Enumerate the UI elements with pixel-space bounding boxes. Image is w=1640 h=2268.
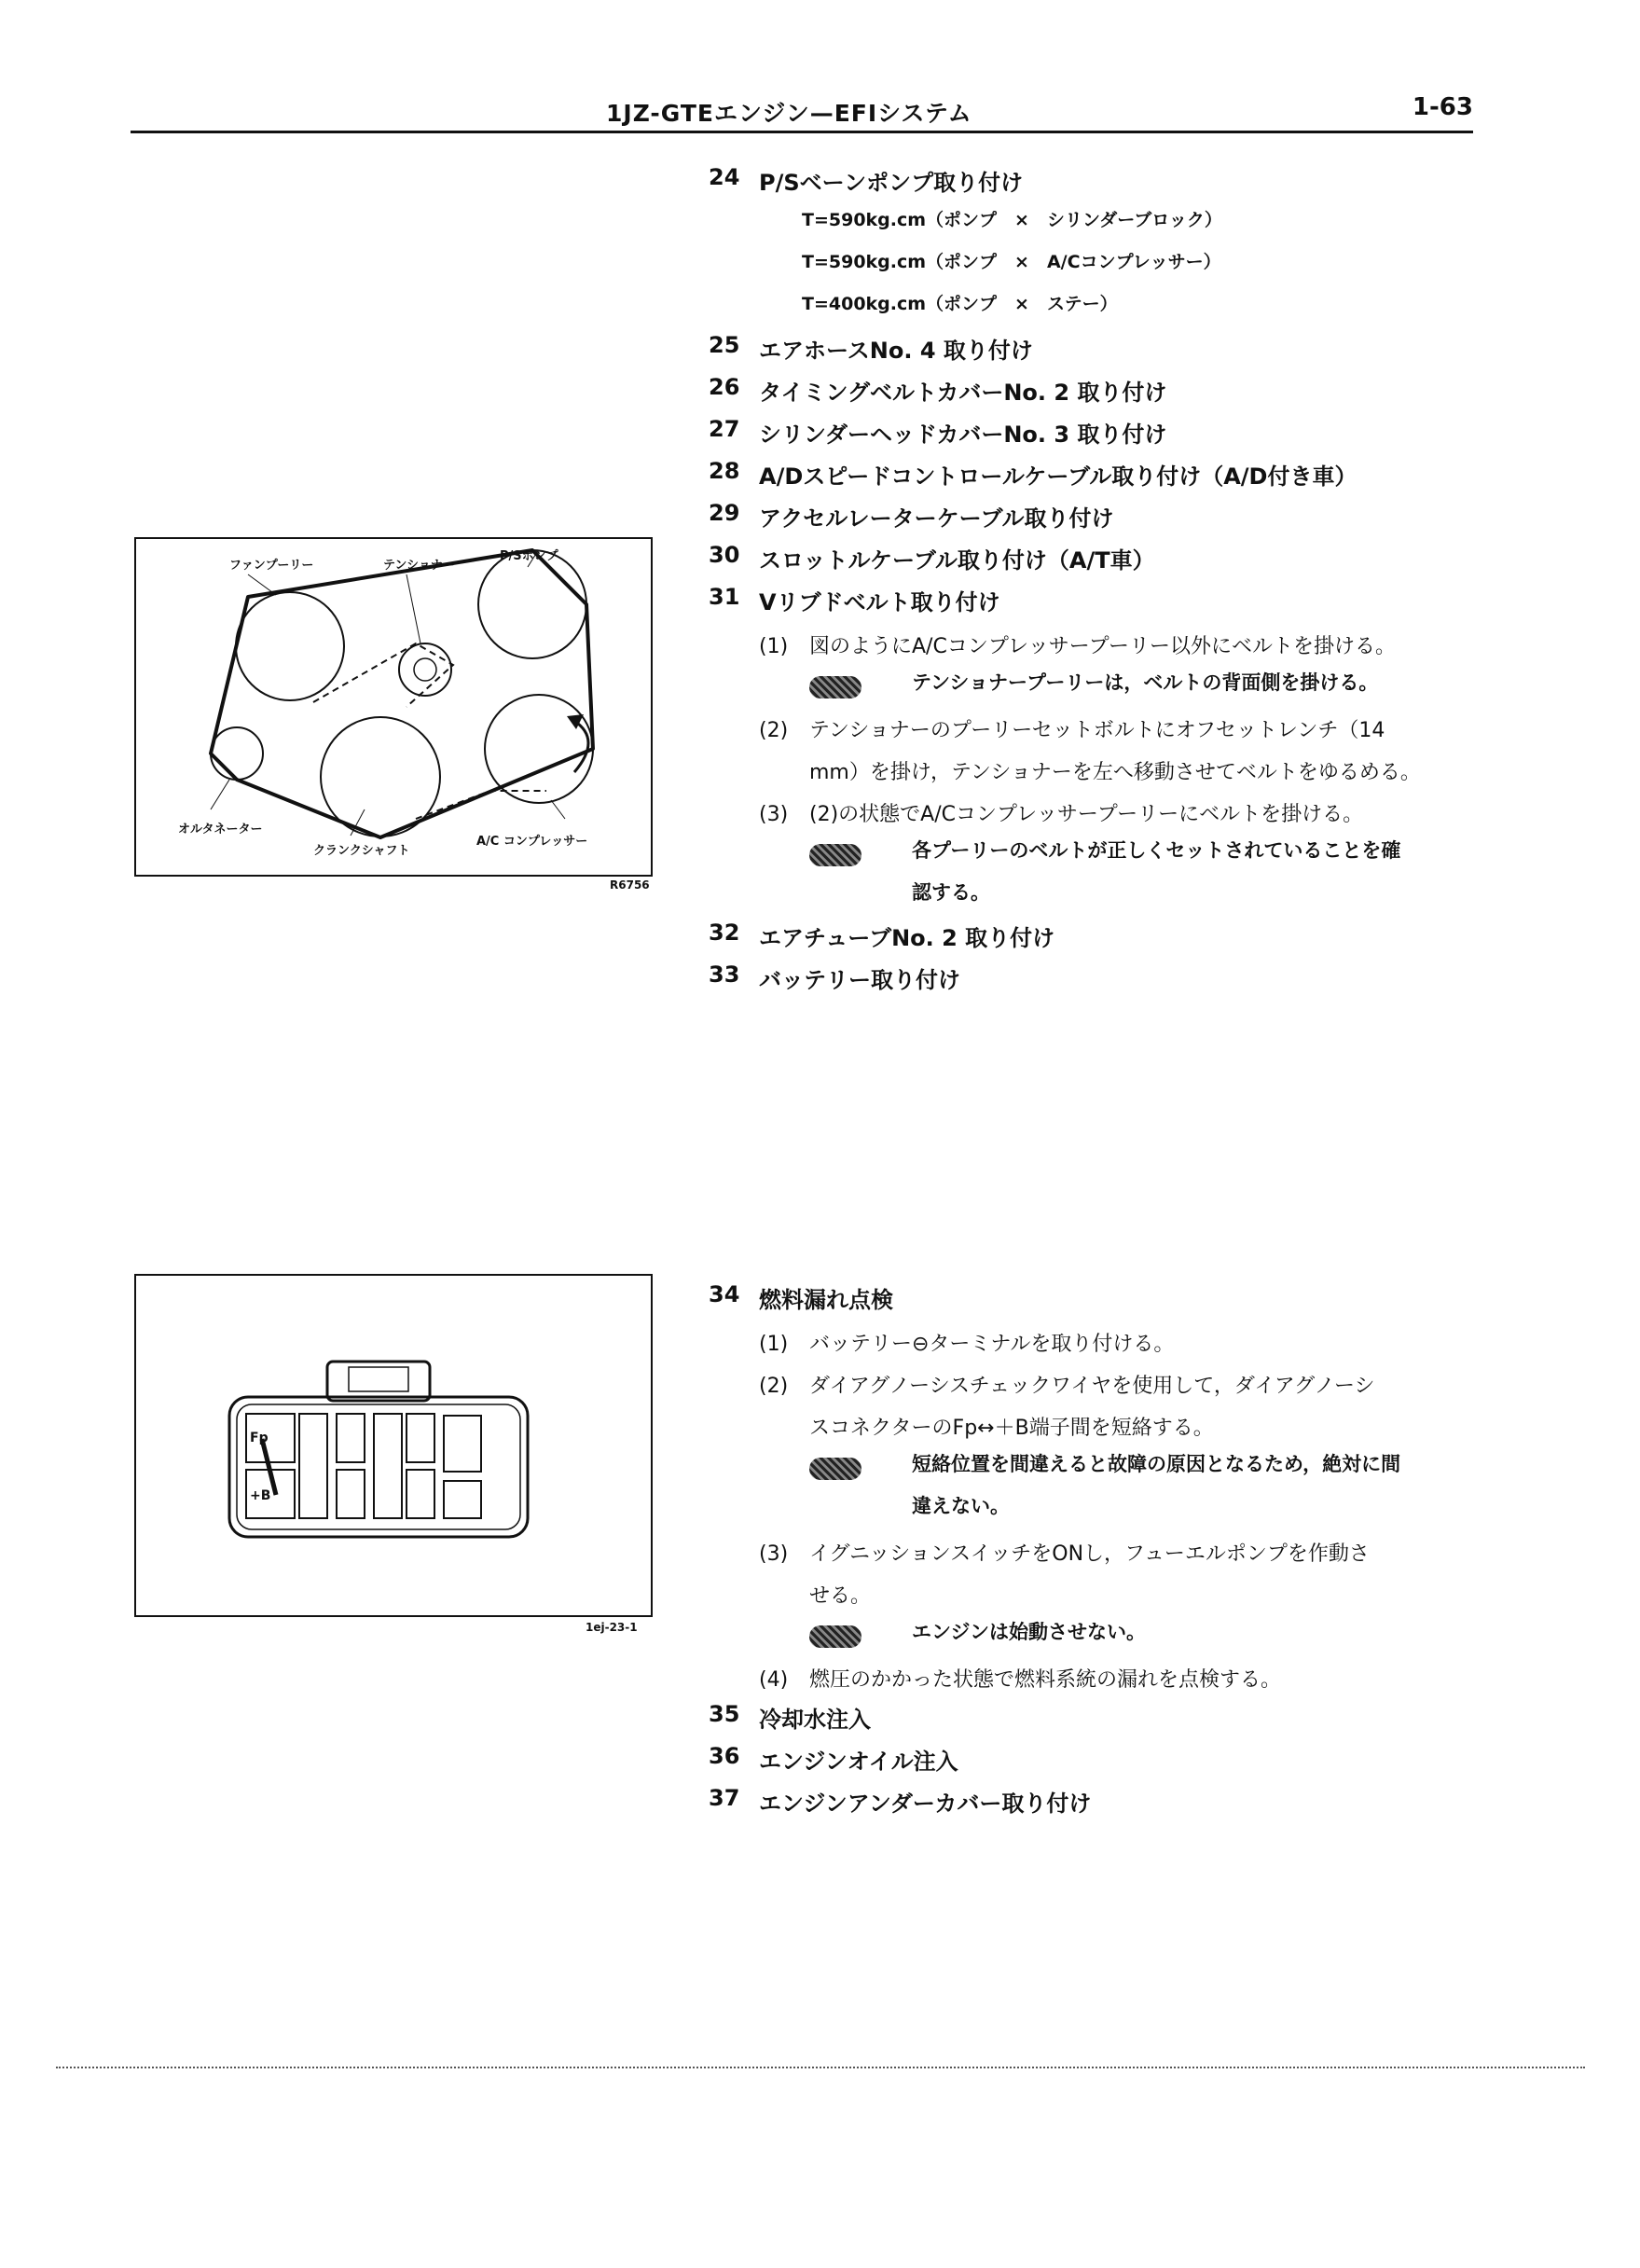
step-28 [709, 458, 1548, 500]
step-number: 36 [709, 1743, 740, 1769]
note [709, 836, 1548, 878]
belt-path [211, 550, 593, 837]
substep-continued [709, 1407, 1548, 1449]
connector-body [229, 1397, 528, 1537]
connector-diagram [136, 1276, 651, 1615]
step-number: 25 [709, 332, 740, 358]
note-continued [709, 878, 1548, 920]
connector-figure [134, 1274, 653, 1617]
step-text: P/Sベーンポンプ取り付け [759, 170, 1024, 196]
page-header [131, 90, 1473, 134]
substep-text: せる。 [809, 1584, 872, 1608]
connector-latch-slot [349, 1367, 408, 1391]
step-25 [709, 332, 1548, 374]
note [709, 1449, 1548, 1491]
step-text: A/Dスピードコントロールケーブル取り付け（A/D付き車） [759, 463, 1357, 490]
step-number: 24 [709, 164, 740, 190]
terminal-cavity [337, 1470, 365, 1518]
substep-text: テンショナーのプーリーセットボルトにオフセットレンチ（14 [809, 719, 1385, 742]
note-badge-icon [809, 676, 861, 698]
label-crankshaft: クランクシャフト [313, 844, 410, 858]
leader-ac [551, 800, 565, 819]
step-36 [709, 1743, 1548, 1785]
note-text: エンジンは始動させない。 [912, 1621, 1146, 1643]
step-text: エアチューブNo. 2 取り付け [759, 925, 1055, 951]
belt-slack-path [313, 643, 453, 707]
step-text: 燃料漏れ点検 [759, 1287, 893, 1313]
step-number: 29 [709, 500, 740, 526]
substep [709, 1365, 1548, 1407]
belt-routing-figure [134, 537, 653, 877]
substep-text: 燃圧のかかった状態で燃料系統の漏れを点検する。 [809, 1668, 1282, 1692]
step-text: エンジンオイル注入 [759, 1749, 958, 1775]
step-text: バッテリー取り付け [759, 967, 960, 993]
terminal-cavity [337, 1414, 365, 1462]
step-35 [709, 1701, 1548, 1743]
step-number: 33 [709, 961, 740, 988]
footer-dotted-rule [56, 2067, 1585, 2068]
label-ac-compressor: A/C コンプレッサー [476, 835, 588, 849]
step-number: 27 [709, 416, 740, 442]
step-text: シリンダーヘッドカバーNo. 3 取り付け [759, 422, 1167, 448]
step-number: 37 [709, 1785, 740, 1811]
label-tensioner: テンショナー [383, 559, 455, 573]
substep-marker: (2) [759, 719, 789, 742]
figure-code: R6756 [610, 878, 650, 892]
substep [709, 794, 1548, 836]
step-text: Vリブドベルト取り付け [759, 589, 1000, 615]
substep-continued [709, 752, 1548, 794]
note-text: 各プーリーのベルトが正しくセットされていることを確 [912, 839, 1401, 862]
substep-marker: (4) [759, 1668, 789, 1692]
step-33 [709, 961, 1548, 1003]
substep [709, 1323, 1548, 1365]
step-number: 34 [709, 1281, 740, 1307]
step-24 [709, 164, 1548, 206]
substep [709, 1533, 1548, 1575]
torque-spec: T=590kg.cm（ポンプ × シリンダーブロック） [802, 210, 1222, 230]
torque-spec: T=590kg.cm（ポンプ × A/Cコンプレッサー） [802, 252, 1221, 272]
note [709, 668, 1548, 710]
short-wire [262, 1439, 276, 1495]
label-plus-b: +B [250, 1488, 271, 1503]
leader-tensioner [407, 574, 420, 643]
step-31 [709, 584, 1548, 626]
substep [709, 710, 1548, 752]
steps-block-2 [709, 1281, 1548, 1827]
terminal-cavity [374, 1414, 402, 1518]
substep [709, 626, 1548, 668]
label-alternator: オルタネーター [178, 823, 263, 837]
step-text: タイミングベルトカバーNo. 2 取り付け [759, 380, 1167, 406]
substep-marker: (2) [759, 1375, 789, 1398]
note-text: 認する。 [912, 881, 990, 904]
step-29 [709, 500, 1548, 542]
terminal-cavity [444, 1416, 481, 1472]
fan-pulley-shape [236, 592, 344, 700]
leader-alternator [211, 780, 229, 809]
step-34 [709, 1281, 1548, 1323]
substep-marker: (1) [759, 635, 789, 658]
note-continued [709, 1491, 1548, 1533]
step-number: 30 [709, 542, 740, 568]
torque-spec: T=400kg.cm（ポンプ × ステー） [802, 294, 1118, 314]
step-37 [709, 1785, 1548, 1827]
steps-block-1 [709, 164, 1548, 1003]
step-text: スロットルケーブル取り付け（A/T車） [759, 547, 1155, 574]
substep-text: バッテリー⊖ターミナルを取り付ける。 [809, 1333, 1175, 1356]
alternator-pulley-shape [211, 727, 263, 780]
page-title: 1JZ-GTEエンジン—EFIシステム [606, 100, 972, 127]
note-badge-icon [809, 844, 861, 866]
step-27 [709, 416, 1548, 458]
substep-text: スコネクターのFp↔＋B端子間を短絡する。 [809, 1417, 1214, 1440]
step-number: 32 [709, 920, 740, 946]
note-badge-icon [809, 1458, 861, 1480]
tensioner-hub-shape [414, 658, 436, 681]
substep-text: 図のようにA/Cコンプレッサープーリー以外にベルトを掛ける。 [809, 635, 1396, 658]
substep [709, 1659, 1548, 1701]
substep-continued [709, 1575, 1548, 1617]
step-text: エアホースNo. 4 取り付け [759, 338, 1033, 364]
leader-fan [248, 574, 276, 595]
step-text: エンジンアンダーカバー取り付け [759, 1791, 1092, 1817]
note-badge-icon [809, 1625, 861, 1648]
substep-marker: (3) [759, 1542, 789, 1566]
page-number: 1-63 [1412, 93, 1473, 121]
step-26 [709, 374, 1548, 416]
step-number: 28 [709, 458, 740, 484]
substep-text: (2)の状態でA/Cコンプレッサープーリーにベルトを掛ける。 [809, 803, 1364, 826]
substep-marker: (1) [759, 1333, 789, 1356]
step-32 [709, 920, 1548, 961]
step-text: アクセルレーターケーブル取り付け [759, 505, 1114, 532]
label-fp: Fp [250, 1431, 269, 1445]
label-fan-pulley: ファンプーリー [229, 559, 314, 573]
step-number: 35 [709, 1701, 740, 1727]
step-text: 冷却水注入 [759, 1707, 871, 1733]
ps-pump-pulley-shape [478, 550, 586, 658]
label-ps-pump: P/Sポンプ [500, 549, 558, 563]
substep-text: ダイアグノーシスチェックワイヤを使用して，ダイアグノーシ [809, 1375, 1375, 1398]
note-text: 短絡位置を間違えると故障の原因となるため，絶対に間 [912, 1453, 1401, 1475]
terminal-cavity [444, 1481, 481, 1518]
terminal-cavity [299, 1414, 327, 1518]
step-number: 26 [709, 374, 740, 400]
tensioner-pulley-shape [399, 643, 451, 696]
terminal-cavity [407, 1414, 434, 1462]
substep-text: mm）を掛け，テンショナーを左へ移動させてベルトをゆるめる。 [809, 761, 1421, 784]
connector-body-inner [237, 1404, 520, 1529]
note-text: 違えない。 [912, 1495, 1010, 1517]
note-text: テンショナープーリーは，ベルトの背面側を掛ける。 [912, 671, 1379, 694]
substep-text: イグニッションスイッチをONし，フューエルポンプを作動さ [809, 1542, 1370, 1566]
belt-routing-diagram [136, 539, 651, 875]
header-rule [131, 131, 1473, 133]
note [709, 1617, 1548, 1659]
step-30 [709, 542, 1548, 584]
step-number: 31 [709, 584, 740, 610]
terminal-cavity [407, 1470, 434, 1518]
figure-code: 1ej-23-1 [586, 1621, 638, 1634]
substep-marker: (3) [759, 803, 789, 826]
